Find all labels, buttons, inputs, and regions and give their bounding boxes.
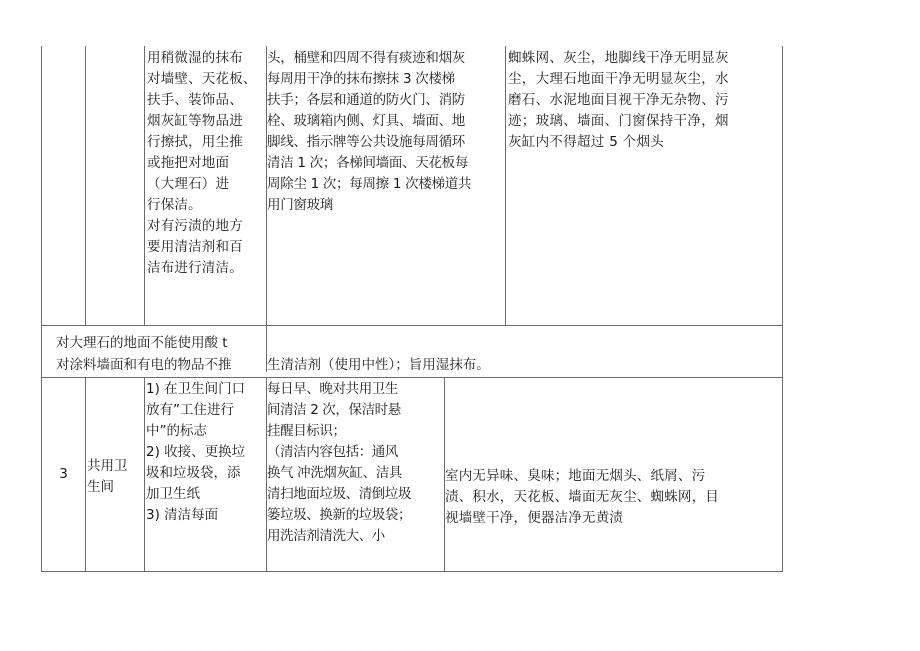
table-border-col2b	[144, 378, 145, 572]
toilet-method-cell: 1) 在卫生间门口 放有”工住进行 中”的标志 2) 收接、更换垃 圾和垃圾袋，添 加卫生纸 3) 清洁每面	[146, 381, 246, 523]
cleaning-standard-cell: 蜘蛛网、灰尘，地脚线干净无明显灰 尘，大理石地面干净无明显灰尘，水 磨石、水泥地面目视干净无杂物、污 迹；玻璃、墙面、门窗保持干净，烟 灰缸内不得超过 5 个烟头	[508, 50, 729, 150]
table-border-left	[41, 46, 42, 572]
note-line-2: 对涂料墙面和有电的物品不推	[56, 357, 232, 373]
table-border-row2	[41, 377, 783, 378]
table-border-col1b	[85, 378, 86, 572]
cleaning-method-cell: 用稍微湿的抹布 对墙壁、天花板、 扶手、装饰品、 烟灰缸等物品进 行擦拭，用尘推 或拖把对地面 （大理石）进 行保洁。 对有污渍的地方 要用清洁剂和百 洁布进行清洁。	[147, 50, 257, 276]
area-name-cell: 共用卫 生间	[87, 458, 128, 495]
cleaning-frequency-cell: 头，桶壁和四周不得有痰迹和烟灰 每周用干净的抹布擦抹 3 次楼梯 扶手；各层和通道的防火门、消防 栓、玻璃箱内侧、灯具、墙面、地 脚线、指示牌等公共设施每周循环 清洁 1 次；各梯间墙面、天花板每 周除尘 1 次；每周擦 1 次楼梯道共 用门窗玻璃	[267, 50, 472, 213]
toilet-standard-cell: 室内无异味、臭味；地面无烟头、纸屑、污 渍、积水，天花板、墙面无灰尘、蜘蛛网，目 视墙壁干净，便器洁净无黄渍	[445, 468, 719, 526]
note-line-1: 对大理石的地面不能使用酸 t	[56, 335, 228, 351]
note-line-2-continued: 生清洁剂（使用中性）；旨用湿抹布。	[267, 357, 490, 373]
table-border-right	[782, 46, 783, 572]
row-number: 3	[59, 466, 68, 482]
table-border-col1	[85, 46, 86, 325]
table-border-bottom	[41, 571, 783, 572]
table-border-row1	[41, 325, 783, 326]
toilet-frequency-cell: 每日早、晚对共用卫生 间清洁 2 次，保洁时悬 挂醒目标识； （清洁内容包括：通风 换气 冲洗烟灰缸、洁具 清扫地面垃圾、清倒垃圾 篓垃圾、换新的垃圾袋； 用洗洁剂清洗大、小	[267, 381, 412, 544]
table-border-col2	[144, 46, 145, 325]
